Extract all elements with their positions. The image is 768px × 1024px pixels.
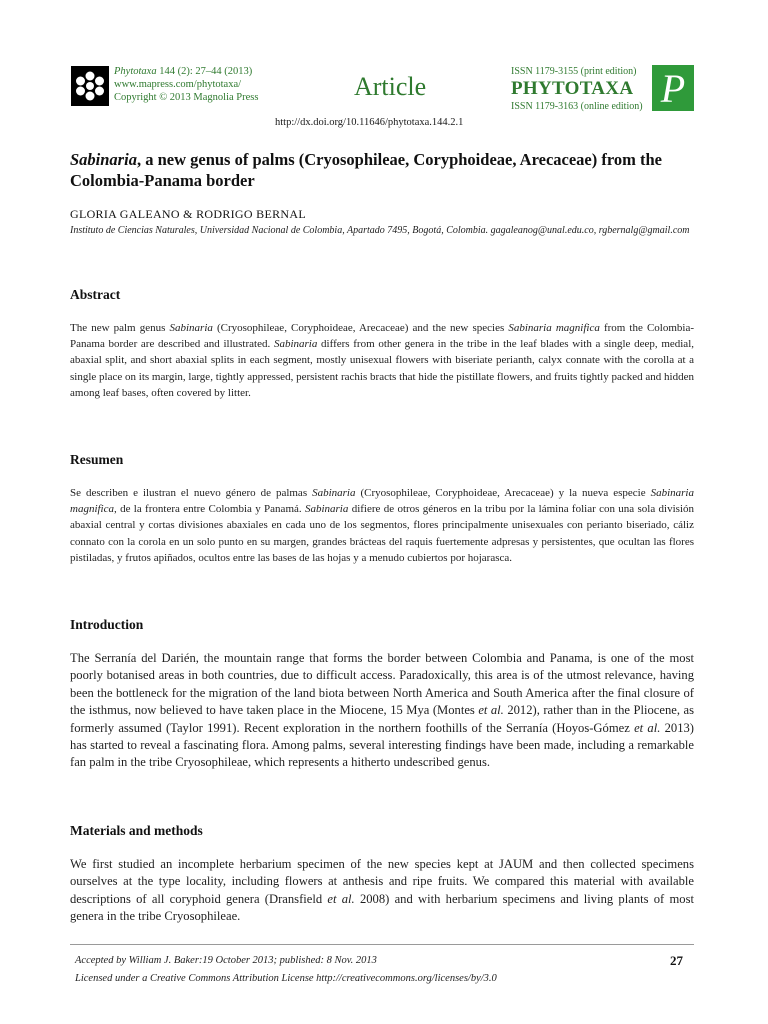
abstract-heading: Abstract [70, 287, 121, 302]
footer-divider [70, 944, 694, 945]
phytotaxa-brand: PHYTOTAXA [511, 78, 634, 99]
paper-title [70, 149, 710, 191]
license-line: Licensed under a Creative Commons Attribution License http://creativecommons.org/licenses/by/3.0 [75, 973, 497, 984]
page-number: 27 [670, 953, 683, 968]
authors: GLORIA GALEANO & RODRIGO BERNAL [70, 207, 306, 221]
magnolia-press-logo [71, 66, 109, 106]
title-rest: , a new genus of palms (Cryosophileae, Coryphoideae, Arecaceae) from the Colombia-Panama border [70, 150, 662, 190]
flower-icon [71, 66, 109, 106]
introduction-text: The Serranía del Darién, the mountain range that forms the border between Colombia and Panama, is one of the most poorly botanised areas in both countries, due to difficult access. Paradoxically, this area is of the utmost relevance, having been the bottleneck for the migration of the land biota between North America and South America after the final closure of the isthmus, now believed to have taken place in the Miocene, 15 Mya (Montes et al. 2012), rather than in the Pliocene, as formerly assumed (Taylor 1991). Recent exploration in the northern foothills of the Serranía (Hoyos-Gómez et al. 2013) has started to reveal a fascinating flora. Among palms, several interesting findings have been made, including a remarkable fan palm in the tribe Cryosophileae, which represents a hitherto undescribed genus. [70, 651, 694, 770]
affiliation: Instituto de Ciencias Naturales, Universidad Nacional de Colombia, Apartado 7495, Bogotá, Colombia. gagaleanog@unal.edu.co, rgbernalg@gmail.com [70, 225, 690, 236]
issn-block [511, 65, 643, 113]
journal-copyright: Copyright © 2013 Magnolia Press [114, 92, 259, 103]
issn-print: ISSN 1179-3155 (print edition) [511, 66, 637, 77]
phytotaxa-p-logo [652, 65, 694, 111]
article-label: Article [354, 72, 427, 101]
doi-link[interactable]: http://dx.doi.org/10.11646/phytotaxa.144.2.1 [275, 117, 464, 128]
svg-text:P: P [660, 66, 686, 111]
methods-heading: Materials and methods [70, 823, 203, 838]
accepted-line: Accepted by William J. Baker:19 October 2013; published: 8 Nov. 2013 [75, 955, 377, 966]
introduction-heading: Introduction [70, 617, 144, 632]
resumen-text: Se describen e ilustran el nuevo género de palmas Sabinaria (Cryosophileae, Coryphoideae, Arecaceae) y la nueva especie Sabinaria magnifica, de la frontera entre Colombia y Panamá. Sabinaria difiere de otros géneros en la tribu por la lámina foliar con una sola división abaxial central y cortas divisiones abaxiales en cada uno de los segmentos, flores principalmente unisexuales con perianto biseriado, cáliz connato con la corola en un solo punto en su margen, grandes brácteas del raquis fuertemente adpresas y persistentes, que ocultan las flores pistiladas, y frutos apiñados, ocultos entre las bases de las hojas y a menudo cubiertos por hojarasca. [70, 487, 694, 564]
p-letter-icon [652, 65, 694, 111]
resumen-heading: Resumen [70, 452, 124, 467]
journal-info [114, 65, 258, 104]
methods-text: We first studied an incomplete herbarium specimen of the new species kept at JAUM and then collected specimens ourselves at the type locality, including flowers at anthesis and ripe fruits. We compared this material with available descriptions of all coryphoid genera (Dransfield et al. 2008) and with herbarium specimens and living plants of most genera in the tribe Cryosophileae. [70, 857, 694, 924]
issn-online: ISSN 1179-3163 (online edition) [511, 101, 643, 112]
footer-info [75, 952, 497, 988]
journal-volume: 144 (2): 27–44 (2013) [156, 66, 253, 77]
abstract-text: The new palm genus Sabinaria (Cryosophileae, Coryphoideae, Arecaceae) and the new species Sabinaria magnifica from the Colombia-Panama border are described and illustrated. Sabinaria differs from other genera in the tribe in the leaf blades with a single deep, medial, abaxial split, and short abaxial splits in each segment, mostly unisexual flowers with biseriate perianth, calyx connate with the corolla at a single place on its margin, large, tightly appressed, persistent rachis bracts that hide the pistillate flowers, and fruits tightly packed and hidden among leaf bases, often covered by litter. [70, 322, 695, 399]
journal-name: Phytotaxa [114, 66, 157, 77]
title-genus: Sabinaria [70, 150, 137, 169]
journal-url[interactable]: www.mapress.com/phytotaxa/ [114, 79, 242, 90]
